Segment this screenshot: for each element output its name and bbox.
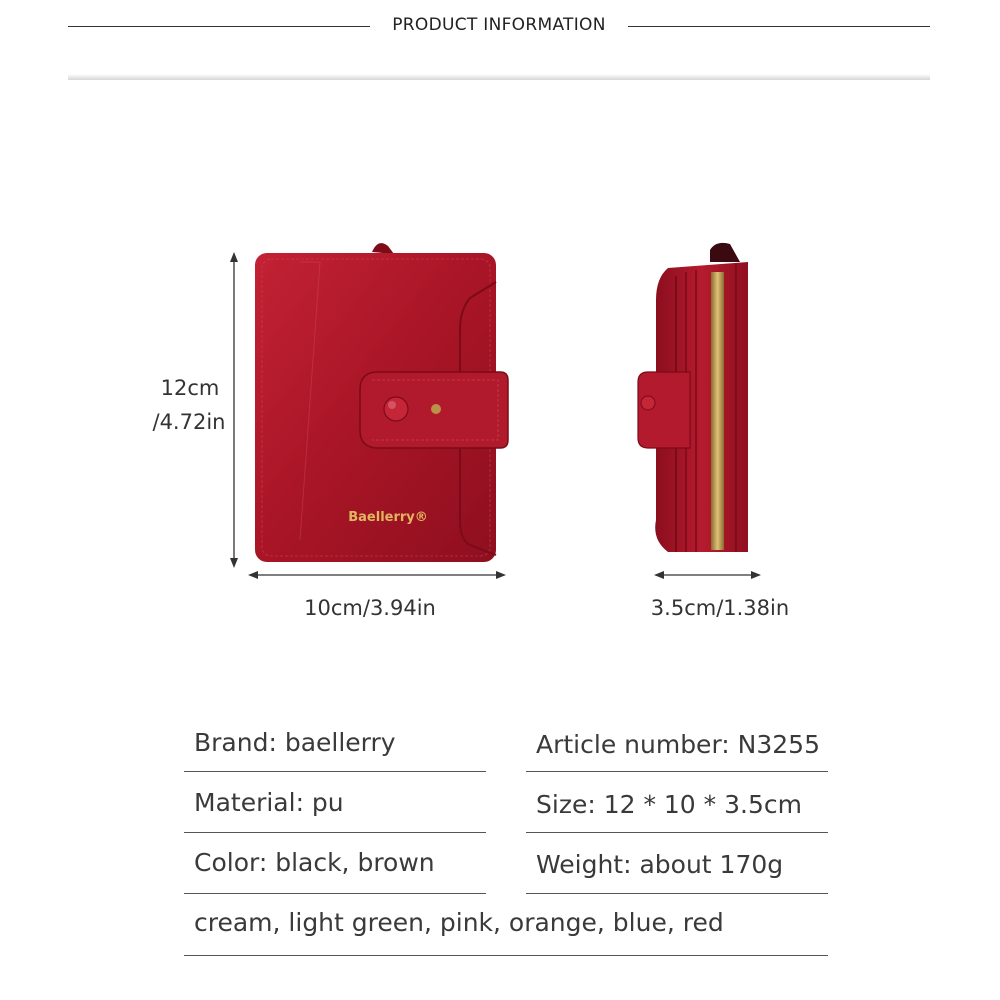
spec-divider (526, 893, 828, 894)
height-in-label: /4.72in (152, 410, 226, 434)
header-title: PRODUCT INFORMATION (392, 15, 606, 35)
wallet-front-view (255, 243, 508, 562)
spec-article-number: Article number: N3255 (536, 730, 820, 759)
spec-size: Size: 12 * 10 * 3.5cm (536, 790, 802, 819)
depth-label: 3.5cm/1.38in (650, 596, 790, 620)
spec-material: Material: pu (194, 788, 344, 817)
spec-divider (184, 955, 828, 956)
zipper (711, 272, 724, 550)
spec-weight: Weight: about 170g (536, 850, 784, 879)
depth-arrow (654, 571, 761, 579)
height-cm-label: 12cm (160, 376, 220, 400)
spec-brand: Brand: baellerry (194, 728, 396, 757)
spec-color: Color: black, brown (194, 848, 435, 877)
spec-colors-more: cream, light green, pink, orange, blue, red (194, 908, 724, 937)
spec-divider (184, 771, 486, 772)
width-label: 10cm/3.94in (304, 596, 436, 620)
width-arrow (248, 571, 506, 579)
spec-divider (526, 832, 828, 833)
spec-divider (184, 832, 486, 833)
spec-divider (184, 893, 486, 894)
wallet-side-view (638, 243, 748, 552)
spec-divider (526, 771, 828, 772)
brand-logo: Baellerry® (348, 510, 428, 525)
